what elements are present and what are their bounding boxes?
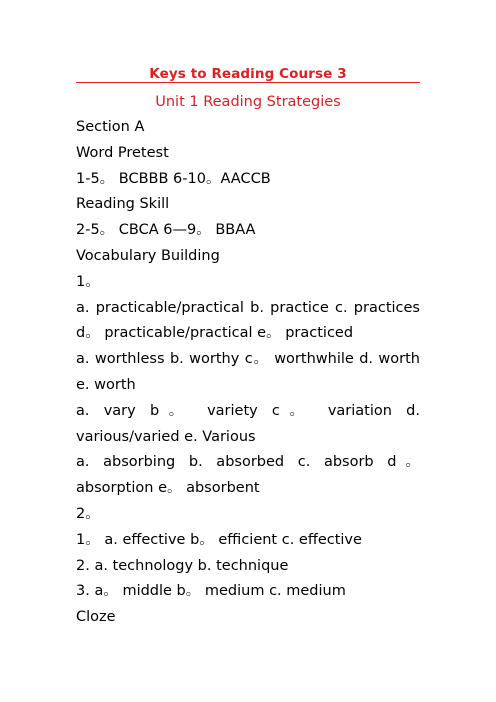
answer-line: 1。 a. effective b。 efficient c. effective bbox=[76, 531, 362, 548]
unit-heading: Unit 1 Reading Strategies bbox=[155, 94, 341, 110]
answer-line: 3. a。 middle b。 medium c. medium bbox=[76, 583, 346, 600]
answer-line: 1-5。 BCBBB 6-10。AACCB bbox=[76, 170, 271, 187]
document-page bbox=[76, 62, 420, 631]
item-number: 1。 bbox=[76, 273, 100, 290]
answer-paragraph: a. practicable/practical b. practice c. practices d。 practicable/practical e。 practiced bbox=[76, 299, 420, 342]
answer-line: 2. a. technology b. technique bbox=[76, 557, 289, 574]
subsection-heading: Word Pretest bbox=[76, 144, 169, 161]
subsection-heading: Cloze bbox=[76, 609, 116, 626]
document-title: Keys to Reading Course 3 bbox=[149, 66, 347, 82]
answer-paragraph: a. worthless b. worthy c。 worthwhile d. worth e. worth bbox=[76, 351, 420, 393]
subsection-heading: Vocabulary Building bbox=[76, 247, 220, 264]
answer-paragraph: a. absorbing b. absorbed c. absorb d。 absorption e。 absorbent bbox=[76, 454, 420, 497]
title-block bbox=[76, 62, 420, 83]
answer-paragraph: a. vary b。 variety c。 variation d. various/varied e. Various bbox=[76, 402, 420, 445]
item-number: 2。 bbox=[76, 505, 100, 522]
section-heading: Section A bbox=[76, 119, 145, 135]
answer-line: 2-5。 CBCA 6—9。 BBAA bbox=[76, 222, 256, 239]
subsection-heading: Reading Skill bbox=[76, 196, 170, 213]
